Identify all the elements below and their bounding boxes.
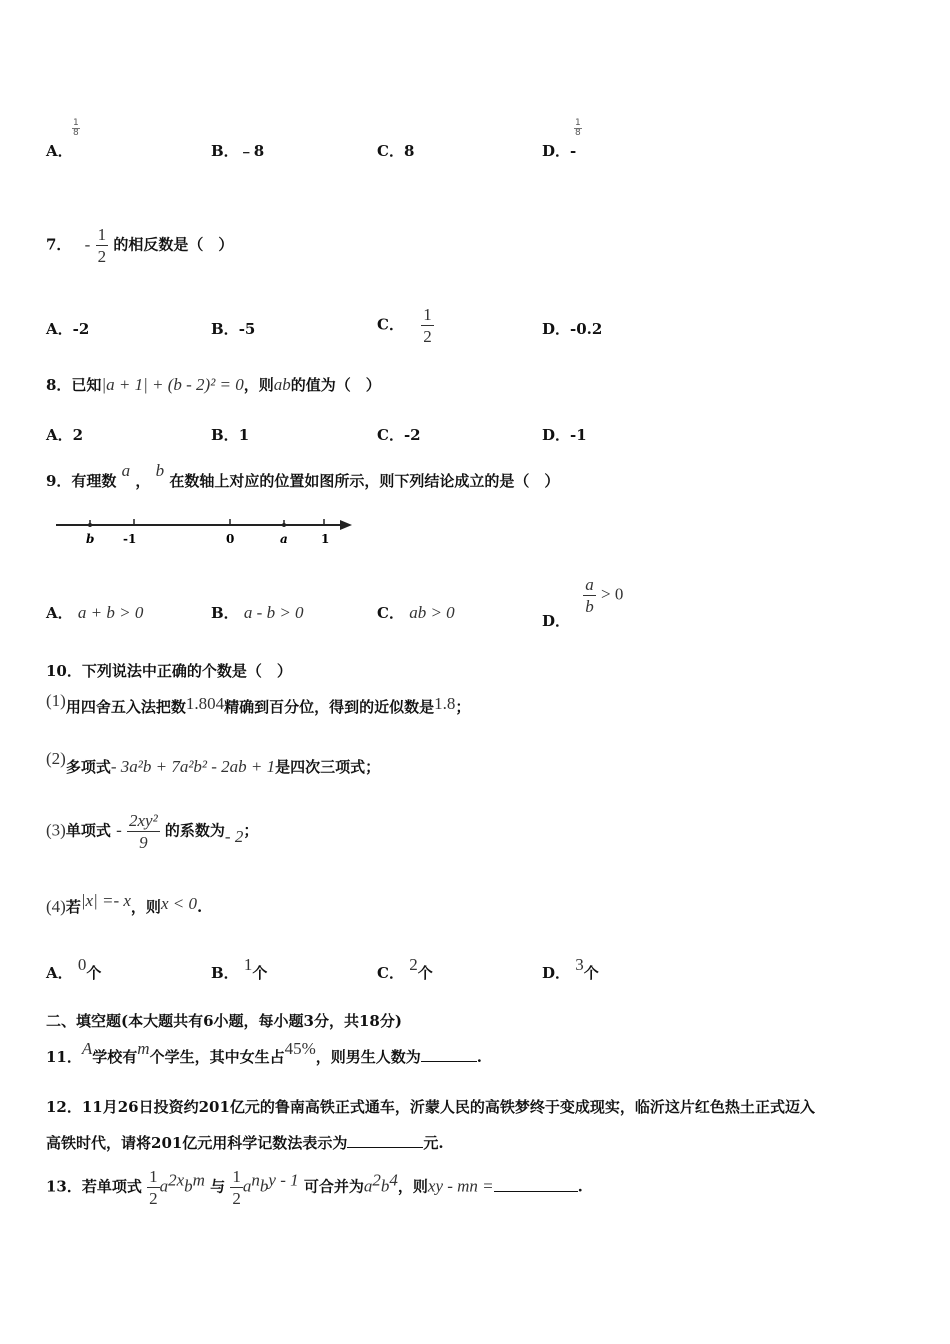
q9-option-a: A． a + b > 0	[46, 603, 144, 622]
question-13: 13．若单项式 $\frac{1}{2}$ $a^{2x}b^m$ 与 $\frac{1}{2}$ $a^nb^{y - 1}$ 可合并为$a^2b^4$，则xy - mn = .	[46, 1167, 583, 1208]
q10-statement-1: (1)用四舍五入法把数1.804精确到百分位，得到的近似数是1.8；	[46, 691, 471, 716]
q10-statement-3: (3)单项式 - $\frac{\text{2xy²}}{9}$ 的系数为- 2；	[46, 811, 259, 852]
q6-option-d: D．-	[542, 142, 577, 160]
number-line	[52, 512, 362, 548]
q9-option-c: C． ab > 0	[377, 603, 455, 622]
q6-option-a	[46, 140, 73, 161]
question-10-stem: 10．下列说法中正确的个数是（ ）	[46, 662, 292, 680]
q10-statement-2: (2)多项式- 3a²b + 7a²b² - 2ab + 1是四次三项式；	[46, 749, 381, 776]
q6-option-b: B．﹣8	[211, 142, 265, 160]
q10-option-b: B． 1个	[211, 955, 268, 982]
label-1: 1	[321, 532, 330, 546]
q6-option-c: C．8	[377, 142, 415, 160]
question-9-stem: 9．有理数 a ， b 在数轴上对应的位置如图所示，则下列结论成立的是（ ）	[46, 461, 560, 490]
label-0: 0	[226, 532, 235, 546]
q10-option-c: C． 2个	[377, 955, 433, 982]
q8-option-a: A．2	[46, 426, 84, 444]
q6-option-d-fraction: $\frac{1}{8}$	[575, 118, 581, 138]
q8-option-c: C．-2	[377, 426, 421, 444]
point-b	[88, 523, 92, 527]
q8-option-d: D．-1	[542, 426, 587, 444]
q7-fraction: $\frac{1}{2}$	[97, 225, 107, 266]
point-a	[282, 523, 286, 527]
question-11: 11．A学校有m个学生，其中女生占45%，则男生人数为 .	[46, 1039, 482, 1066]
q7-option-d: D．-0.2	[542, 320, 603, 338]
answer-blank[interactable]	[421, 1047, 477, 1062]
question-7-stem: 7． - $\frac{1}{2}$ 的相反数是（ ）	[46, 225, 234, 266]
question-12-line-2: 高铁时代，请将201亿元用科学记数法表示为 元.	[46, 1134, 444, 1152]
option-letter: A．	[46, 142, 73, 160]
q7-option-b: B．-5	[211, 320, 256, 338]
q10-option-d: D． 3个	[542, 955, 599, 982]
label-a: a	[280, 532, 288, 546]
q10-option-a: A． 0个	[46, 955, 102, 982]
question-8-stem: 8．已知|a + 1| + (b - 2)² = 0，则ab的值为（ ）	[46, 375, 381, 394]
question-12-line-1: 12．11月26日投资约201亿元的鲁南高铁正式通车，沂蒙人民的高铁梦终于变成现实，临沂这片红色热土正式迈入	[46, 1098, 815, 1116]
q9-option-d: D． $\frac{a}{b}$ > 0	[542, 575, 624, 630]
label-b: b	[86, 532, 95, 546]
label-neg1: -1	[123, 532, 137, 546]
q9-option-b: B． a - b > 0	[211, 603, 304, 622]
q7-option-c: C． $\frac{1}{2}$	[377, 305, 432, 346]
section-2-heading: 二、填空题(本大题共有6小题，每小题3分，共18分)	[46, 1012, 402, 1030]
q7-option-a: A．-2	[46, 320, 90, 338]
q8-option-b: B．1	[211, 426, 250, 444]
q10-statement-4: (4)若|x| =- x，则x < 0.	[46, 891, 203, 916]
q6-option-a-fraction: $\frac{1}{8}$	[73, 118, 79, 138]
answer-blank[interactable]	[494, 1177, 578, 1192]
answer-blank[interactable]	[347, 1133, 423, 1148]
q8-expression: |a + 1| + (b - 2)² = 0	[101, 375, 244, 394]
